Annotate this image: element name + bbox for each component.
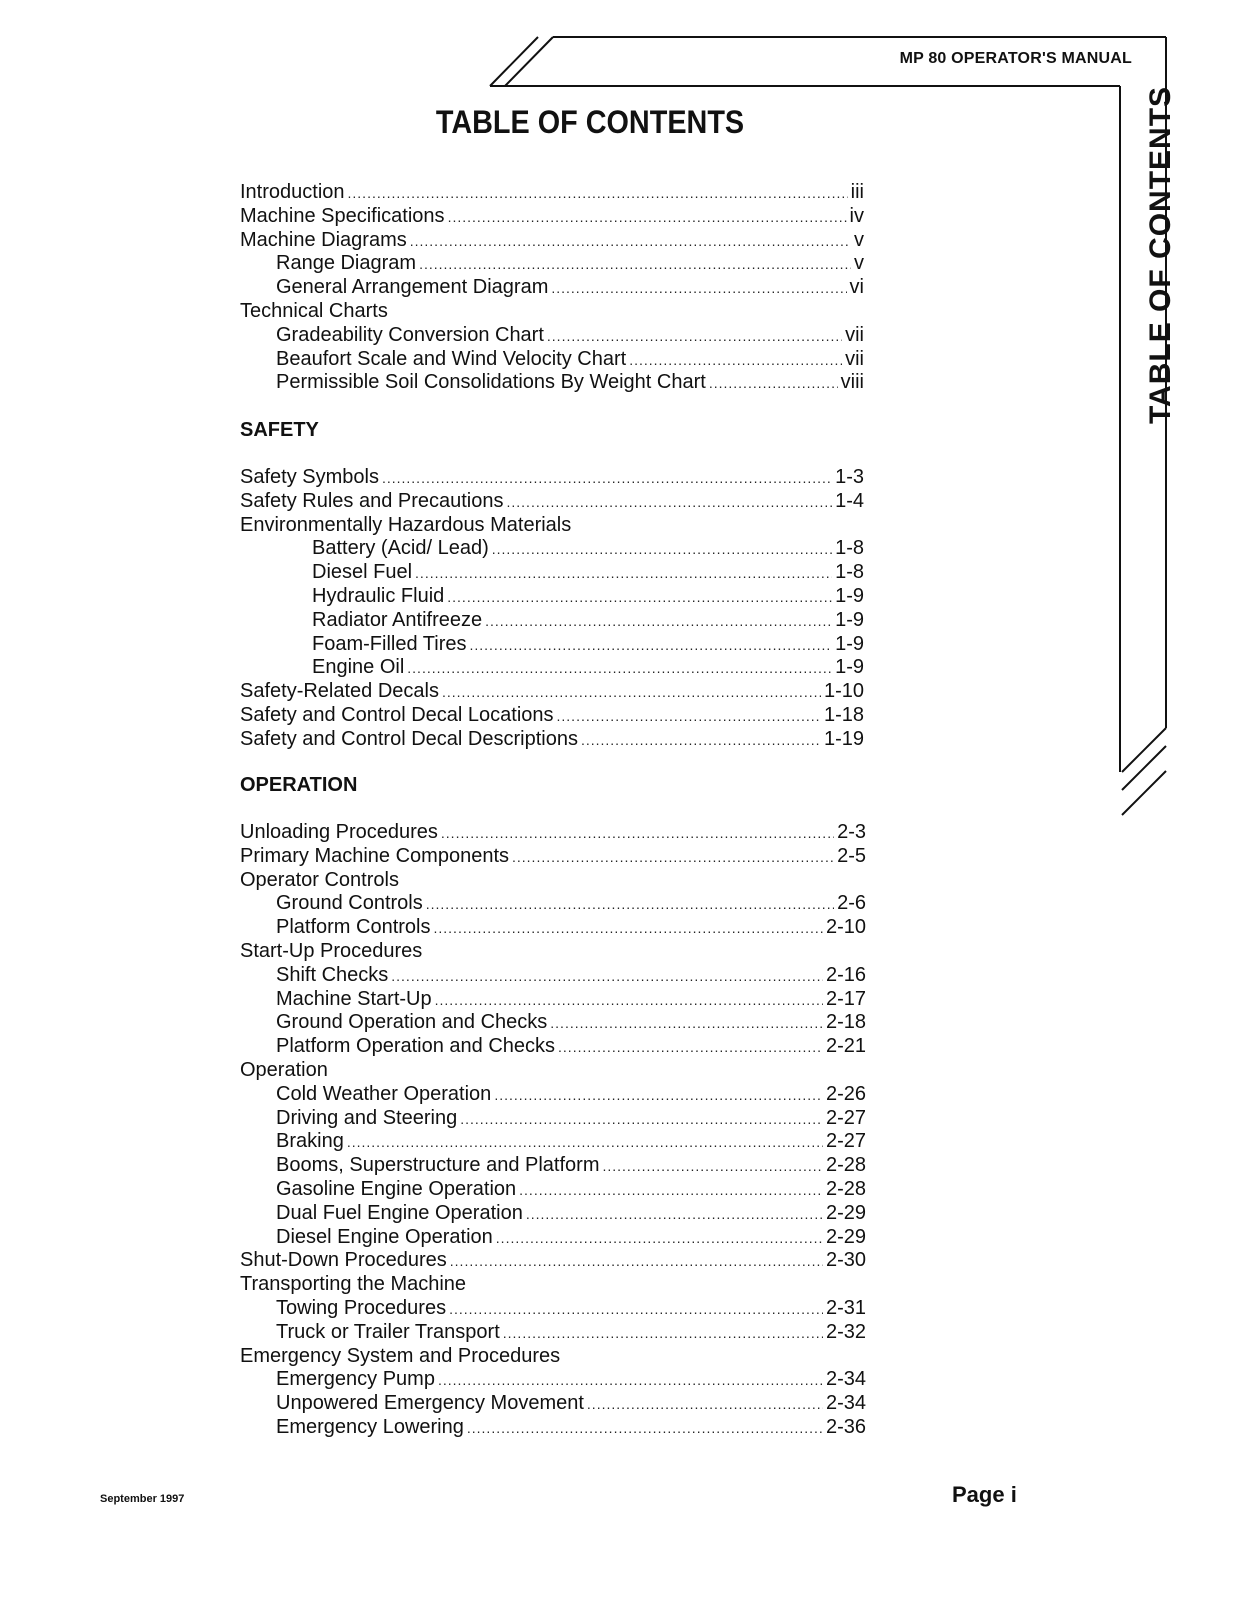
toc-entry[interactable] — [276, 1034, 866, 1058]
toc-entry-title: Range Diagram — [276, 252, 417, 275]
toc-entry-page: 1-9 — [835, 585, 864, 607]
toc-entry[interactable] — [276, 1367, 866, 1391]
toc-leader-dots — [391, 964, 823, 988]
toc-entry-page: 1-18 — [823, 704, 864, 726]
toc-entry[interactable] — [276, 1296, 866, 1320]
toc-leader-dots — [494, 1083, 823, 1107]
toc-entry-title: Towing Procedures — [276, 1297, 447, 1319]
toc-entry-title: Diesel Engine Operation — [276, 1225, 493, 1248]
toc-leader-dots — [512, 845, 834, 869]
toc-entry-title: Safety Symbols — [240, 466, 379, 488]
toc-entry[interactable] — [276, 915, 866, 939]
toc-entry-title: Gasoline Engine Operation — [276, 1178, 517, 1200]
toc-entry-page: 2-27 — [825, 1106, 866, 1129]
toc-entry-page: 2-27 — [825, 1130, 866, 1153]
toc-entry-page: vi — [849, 276, 864, 299]
toc-leader-dots — [348, 181, 848, 205]
toc-entry-title: Introduction — [240, 181, 345, 203]
section-heading: OPERATION — [240, 774, 358, 796]
toc-leader-dots — [485, 609, 832, 633]
toc-leader-dots — [447, 585, 832, 609]
toc-leader-dots — [602, 1154, 822, 1178]
toc-entry[interactable] — [240, 679, 864, 703]
toc-leader-dots — [587, 1392, 823, 1416]
toc-entry[interactable] — [276, 1082, 866, 1106]
toc-entry-page: 2-30 — [825, 1249, 866, 1272]
toc-leader-dots — [526, 1202, 823, 1226]
toc-leader-dots — [467, 1416, 823, 1440]
toc-entry-title: Primary Machine Components — [240, 844, 509, 867]
toc-entry-title: Machine Start-Up — [276, 987, 432, 1010]
toc-leader-dots — [519, 1178, 823, 1202]
toc-entry-title: Ground Operation and Checks — [276, 1011, 548, 1034]
side-tab-label: TABLE OF CONTENTS — [1144, 85, 1177, 425]
toc-entry-title: Platform Controls — [276, 916, 431, 939]
toc-entry[interactable] — [276, 987, 866, 1011]
toc-entry-title: Foam-Filled Tires — [312, 632, 467, 655]
toc-entry-title: Operator Controls — [240, 868, 399, 891]
toc-entry-page: iii — [850, 181, 864, 203]
toc-entry-page: 2-26 — [825, 1082, 866, 1105]
toc-entry-page: 2-32 — [825, 1320, 866, 1343]
toc-leader-dots — [410, 229, 851, 253]
toc-entry[interactable] — [276, 891, 866, 915]
toc-entry-title: Driving and Steering — [276, 1106, 458, 1129]
toc-entry[interactable] — [240, 228, 864, 252]
toc-entry[interactable] — [312, 584, 864, 608]
toc-leader-dots — [448, 205, 847, 229]
toc-entry[interactable] — [240, 727, 864, 751]
toc-entry-page: viii — [840, 371, 864, 394]
toc-entry[interactable] — [240, 1248, 866, 1272]
toc-entry[interactable] — [240, 868, 399, 892]
toc-entry-title: Emergency Pump — [276, 1368, 435, 1391]
toc-leader-dots — [382, 466, 832, 490]
toc-leader-dots — [709, 371, 838, 395]
toc-leader-dots — [441, 821, 834, 845]
toc-leader-dots — [557, 704, 821, 728]
toc-entry[interactable] — [276, 251, 864, 275]
toc-entry-page: 2-28 — [825, 1154, 866, 1177]
toc-entry-page: vii — [845, 323, 864, 346]
toc-entry[interactable] — [240, 939, 422, 963]
toc-entry-page: 1-9 — [835, 656, 864, 679]
toc-entry-title: Battery (Acid/ Lead) — [312, 537, 489, 560]
toc-entry-title: Shift Checks — [276, 963, 389, 986]
toc-entry[interactable] — [240, 1272, 466, 1296]
toc-leader-dots — [434, 916, 823, 940]
toc-entry-title: Permissible Soil Consolidations By Weight Chart — [276, 371, 706, 394]
toc-entry[interactable] — [276, 347, 864, 371]
toc-entry-title: Dual Fuel Engine Operation — [276, 1201, 523, 1224]
toc-entry-page: 2-17 — [825, 987, 866, 1010]
toc-entry[interactable] — [312, 655, 864, 679]
toc-entry-title: Ground Controls — [276, 892, 423, 915]
toc-entry[interactable] — [276, 370, 864, 394]
toc-entry-page: 2-6 — [837, 892, 866, 915]
footer-date: September 1997 — [100, 1493, 185, 1505]
toc-entry-title: General Arrangement Diagram — [276, 276, 549, 299]
toc-entry-page: 2-3 — [837, 821, 866, 843]
toc-entry[interactable] — [240, 1344, 560, 1368]
toc-entry-page: 2-34 — [825, 1392, 866, 1415]
section-heading: SAFETY — [240, 419, 319, 441]
toc-entry-page: v — [854, 252, 864, 275]
toc-entry-title: Machine Specifications — [240, 204, 445, 227]
toc-entry[interactable] — [276, 1391, 866, 1415]
toc-entry[interactable] — [276, 1415, 866, 1439]
toc-entry-page: 1-9 — [835, 608, 864, 631]
toc-entry-title: Shut-Down Procedures — [240, 1249, 447, 1272]
toc-entry[interactable] — [276, 1106, 866, 1130]
toc-entry-title: Operation — [240, 1059, 328, 1081]
toc-entry[interactable] — [276, 1225, 866, 1249]
toc-entry[interactable] — [276, 1010, 866, 1034]
toc-leader-dots — [442, 680, 821, 704]
toc-entry-page: 2-18 — [825, 1011, 866, 1034]
toc-entry-title: Unpowered Emergency Movement — [276, 1392, 584, 1415]
toc-entry[interactable] — [276, 1201, 866, 1225]
toc-entry-page: 2-29 — [825, 1225, 866, 1248]
toc-leader-dots — [438, 1368, 823, 1392]
toc-entry-title: Engine Oil — [312, 656, 405, 679]
toc-entry[interactable] — [276, 1320, 866, 1344]
toc-entry-page: 1-3 — [835, 466, 864, 488]
toc-entry-title: Beaufort Scale and Wind Velocity Chart — [276, 347, 627, 370]
toc-entry[interactable] — [240, 820, 866, 844]
toc-entry-page: 1-10 — [823, 680, 864, 703]
toc-leader-dots — [547, 324, 842, 348]
toc-entry-page: 1-8 — [835, 561, 864, 584]
toc-entry[interactable] — [240, 513, 571, 537]
toc-entry-title: Transporting the Machine — [240, 1273, 467, 1296]
toc-entry-title: Hydraulic Fluid — [312, 585, 445, 607]
toc-leader-dots — [419, 252, 851, 276]
toc-entry[interactable] — [240, 180, 864, 204]
page-title: TABLE OF CONTENTS — [435, 104, 745, 140]
toc-entry-page: 2-28 — [825, 1178, 866, 1200]
toc-entry-page: 1-9 — [835, 632, 864, 655]
toc-entry-page: 2-36 — [825, 1416, 866, 1438]
toc-entry[interactable] — [240, 703, 864, 727]
toc-entry[interactable] — [240, 299, 388, 323]
toc-entry[interactable] — [312, 560, 864, 584]
toc-leader-dots — [435, 988, 823, 1012]
toc-entry-title: Platform Operation and Checks — [276, 1035, 556, 1058]
toc-leader-dots — [503, 1321, 823, 1345]
toc-entry-title: Braking — [276, 1130, 344, 1153]
toc-leader-dots — [450, 1249, 823, 1273]
toc-entry-page: 2-29 — [825, 1201, 866, 1224]
toc-leader-dots — [460, 1107, 823, 1131]
toc-leader-dots — [449, 1297, 823, 1321]
toc-entry[interactable] — [240, 465, 864, 489]
toc-entry-title: Truck or Trailer Transport — [276, 1320, 500, 1343]
toc-entry-page: 1-8 — [835, 537, 864, 560]
toc-entry-page: 2-31 — [825, 1297, 866, 1319]
toc-entry-title: Safety-Related Decals — [240, 680, 439, 703]
toc-entry-title: Safety and Control Decal Descriptions — [240, 727, 578, 750]
toc-entry[interactable] — [240, 204, 864, 228]
manual-title: MP 80 OPERATOR'S MANUAL — [899, 50, 1132, 67]
toc-entry-page: v — [854, 228, 864, 251]
toc-entry[interactable] — [276, 1153, 866, 1177]
toc-entry[interactable] — [240, 489, 864, 513]
toc-entry-page: 2-21 — [825, 1035, 866, 1058]
toc-leader-dots — [426, 892, 834, 916]
toc-entry-title: Booms, Superstructure and Platform — [276, 1154, 600, 1177]
toc-entry-title: Radiator Antifreeze — [312, 608, 483, 631]
toc-leader-dots — [347, 1130, 823, 1154]
toc-entry-page: 1-4 — [835, 489, 864, 512]
toc-entry-title: Emergency Lowering — [276, 1416, 464, 1438]
toc-leader-dots — [629, 348, 842, 372]
toc-entry-title: Safety and Control Decal Locations — [240, 704, 554, 726]
toc-entry-title: Cold Weather Operation — [276, 1082, 492, 1105]
toc-leader-dots — [492, 537, 832, 561]
toc-leader-dots — [496, 1226, 823, 1250]
toc-entry-title: Start-Up Procedures — [240, 940, 423, 962]
toc-entry[interactable] — [276, 275, 864, 299]
toc-entry[interactable] — [312, 608, 864, 632]
toc-entry-title: Gradeability Conversion Chart — [276, 323, 544, 346]
toc-entry[interactable] — [276, 1177, 866, 1201]
side-tab — [1136, 85, 1186, 425]
footer-page-number: Page i — [952, 1482, 1017, 1507]
toc-leader-dots — [558, 1035, 823, 1059]
toc-entry[interactable] — [276, 963, 866, 987]
toc-entry-page: iv — [849, 204, 864, 227]
toc-leader-dots — [507, 490, 833, 514]
toc-leader-dots — [469, 633, 832, 657]
toc-entry-page: 2-5 — [837, 844, 866, 867]
toc-entry-title: Technical Charts — [240, 300, 388, 322]
toc-entry-title: Safety Rules and Precautions — [240, 489, 504, 512]
toc-entry-page: 2-10 — [825, 916, 866, 939]
toc-entry-page: 2-34 — [825, 1368, 866, 1391]
toc-entry-page: vii — [845, 347, 864, 370]
toc-leader-dots — [550, 1011, 823, 1035]
toc-entry[interactable] — [240, 1058, 328, 1082]
toc-entry-title: Unloading Procedures — [240, 821, 438, 843]
toc-leader-dots — [415, 561, 832, 585]
toc-entry-title: Machine Diagrams — [240, 228, 407, 251]
toc-entry[interactable] — [276, 323, 864, 347]
toc-entry[interactable] — [312, 536, 864, 560]
toc-leader-dots — [407, 656, 832, 680]
toc-entry[interactable] — [276, 1129, 866, 1153]
toc-entry-page: 1-19 — [823, 727, 864, 750]
toc-entry-page: 2-16 — [825, 963, 866, 986]
toc-leader-dots — [581, 728, 821, 752]
toc-entry[interactable] — [312, 632, 864, 656]
toc-entry-title: Emergency System and Procedures — [240, 1344, 561, 1367]
toc-entry-title: Environmentally Hazardous Materials — [240, 513, 572, 536]
toc-leader-dots — [551, 276, 846, 300]
toc-entry-title: Diesel Fuel — [312, 561, 413, 584]
toc-entry[interactable] — [240, 844, 866, 868]
